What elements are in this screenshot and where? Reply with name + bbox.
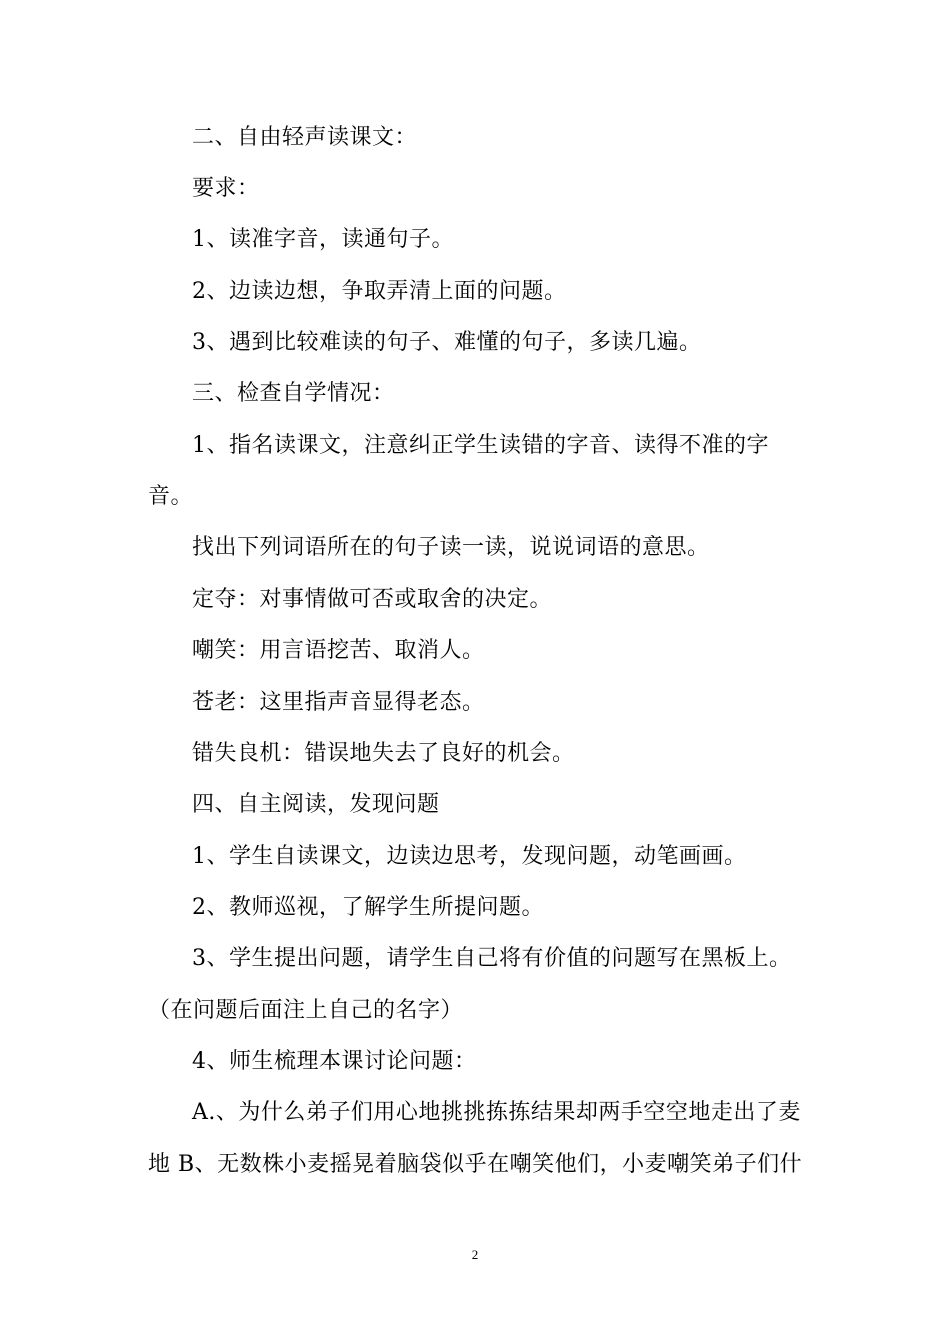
text-line: 2、教师巡视，了解学生所提问题。 [192, 895, 544, 920]
text-line: 要求： [192, 176, 260, 201]
page-number: 2 [471, 1247, 479, 1262]
text-line: 4、师生梳理本课讨论问题： [192, 1049, 477, 1074]
text-line: 1、读准字音，读通句子。 [192, 227, 454, 252]
text-line: 地 B、无数株小麦摇晃着脑袋似乎在嘲笑他们，小麦嘲笑弟子们什 [148, 1152, 803, 1177]
vocab-definition: 定夺：对事情做可否或取舍的决定。 [192, 587, 553, 612]
text-line: 2、边读边想，争取弄清上面的问题。 [192, 279, 567, 304]
vocab-definition: 嘲笑：用言语挖苦、取消人。 [192, 638, 485, 663]
text-line: 1、学生自读课文，边读边思考，发现问题，动笔画画。 [192, 844, 747, 869]
text-line: 1、指名读课文，注意纠正学生读错的字音、读得不准的字 [192, 433, 769, 458]
text-line: 找出下列词语所在的句子读一读，说说词语的意思。 [192, 535, 710, 560]
section-heading: 三、检查自学情况： [192, 381, 395, 406]
text-line: 音。 [148, 484, 194, 509]
vocab-definition: 苍老：这里指声音显得老态。 [192, 690, 485, 715]
vocab-definition: 错失良机：错误地失去了良好的机会。 [192, 741, 575, 766]
text-line: 3、学生提出问题，请学生自己将有价值的问题写在黑板上。 [192, 946, 792, 971]
text-line: 二、自由轻声读课文： [192, 125, 418, 150]
text-line: 3、遇到比较难读的句子、难懂的句子，多读几遍。 [192, 330, 702, 355]
section-heading: 四、自主阅读，发现问题 [192, 792, 440, 817]
text-line: A.、为什么弟子们用心地挑挑拣拣结果却两手空空地走出了麦 [192, 1100, 801, 1125]
text-line: （在问题后面注上自己的名字） [148, 998, 464, 1023]
